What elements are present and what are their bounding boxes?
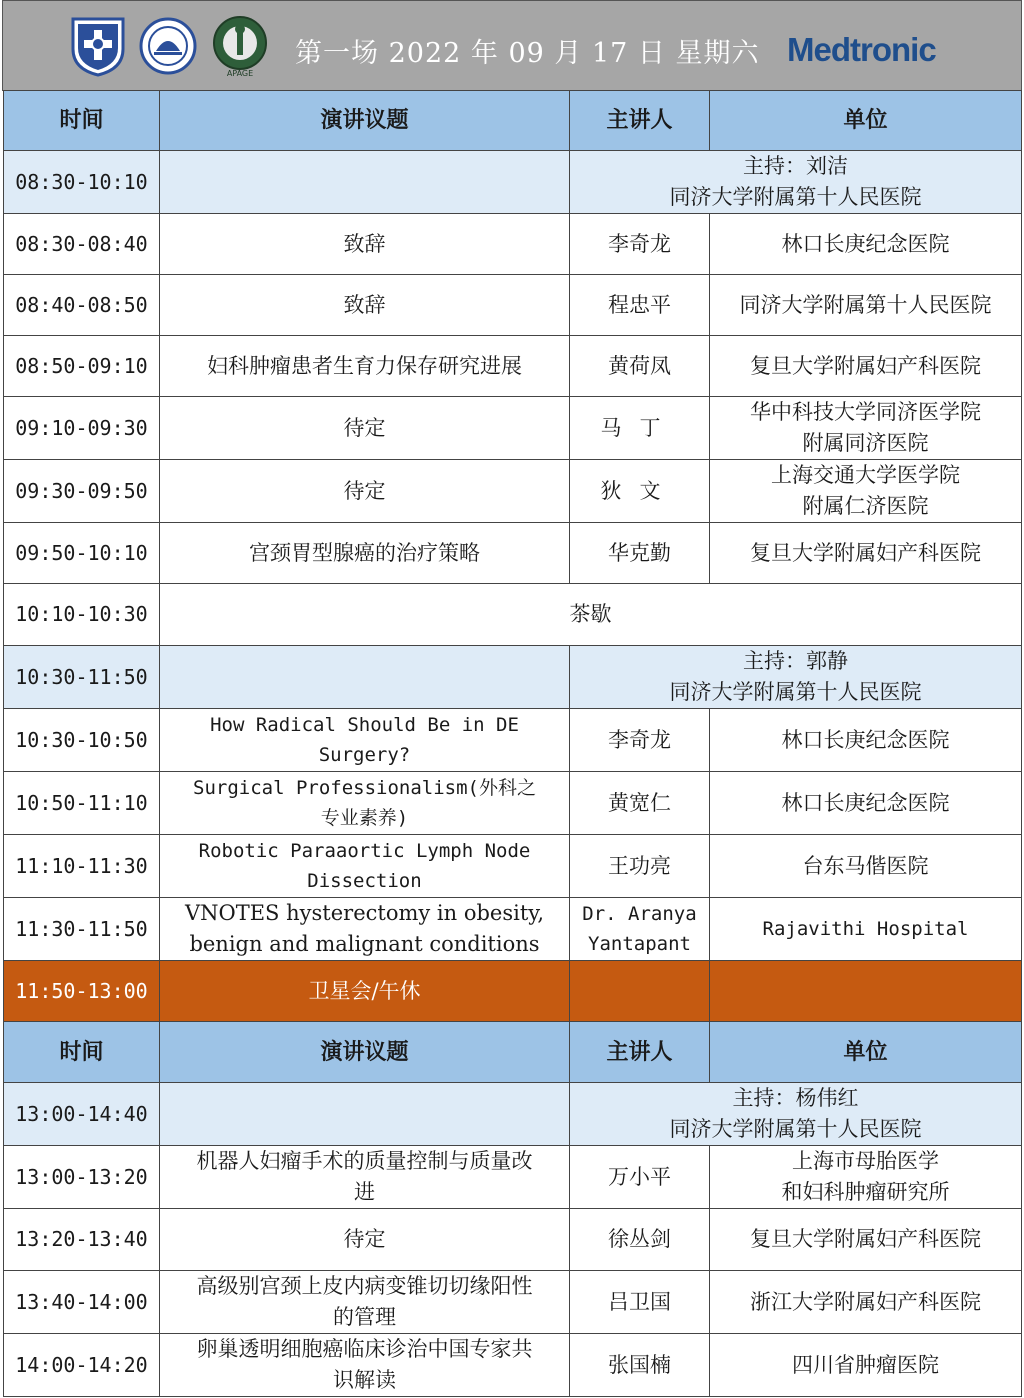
header-time: 时间 [4, 1022, 160, 1083]
table-row [4, 336, 1022, 397]
hospital-crest-logo [69, 15, 127, 77]
topic-line: How Radical Should Be in DE [210, 714, 519, 736]
session-host [570, 1083, 1022, 1146]
host-name: 主持：刘洁 [743, 154, 848, 178]
row-topic: 待定 [160, 397, 570, 460]
session-blank [160, 1083, 570, 1146]
host-name: 主持：郭静 [743, 649, 848, 673]
table-row [4, 214, 1022, 275]
row-unit [710, 1146, 1022, 1209]
table-row [4, 709, 1022, 772]
row-unit [710, 397, 1022, 460]
row-unit: 台东马偕医院 [710, 835, 1022, 898]
row-topic [160, 1146, 570, 1209]
row-speaker: 张国楠 [570, 1334, 710, 1397]
row-topic: 致辞 [160, 214, 570, 275]
row-speaker: 黄荷凤 [570, 336, 710, 397]
row-time: 08:40-08:50 [4, 275, 160, 336]
row-speaker: 万小平 [570, 1146, 710, 1209]
apage-society-logo [211, 15, 269, 77]
row-topic [160, 898, 570, 961]
row-time: 11:30-11:50 [4, 898, 160, 961]
row-speaker [570, 898, 710, 961]
row-topic: 致辞 [160, 275, 570, 336]
row-speaker: 徐丛剑 [570, 1209, 710, 1271]
row-unit: 四川省肿瘤医院 [710, 1334, 1022, 1397]
unit-line: 上海市母胎医学 [792, 1149, 939, 1173]
row-unit: 同济大学附属第十人民医院 [710, 275, 1022, 336]
row-unit: 林口长庚纪念医院 [710, 709, 1022, 772]
row-topic: 待定 [160, 1209, 570, 1271]
row-unit: 复旦大学附属妇产科医院 [710, 1209, 1022, 1271]
row-unit [710, 460, 1022, 523]
row-topic [160, 709, 570, 772]
row-topic: 宫颈胃型腺癌的治疗策略 [160, 523, 570, 584]
session-row [4, 646, 1022, 709]
unit-line: 附属同济医院 [802, 431, 929, 455]
unit-line: 华中科技大学同济医学院 [750, 400, 981, 424]
speaker-line: Yantapant [588, 933, 691, 955]
session-host [570, 151, 1022, 214]
row-unit: 林口长庚纪念医院 [710, 772, 1022, 835]
row-time: 11:10-11:30 [4, 835, 160, 898]
speaker-line: Dr. Aranya [582, 903, 697, 925]
row-topic [160, 1334, 570, 1397]
table-row [4, 397, 1022, 460]
table-row [4, 898, 1022, 961]
topic-line: VNOTES hysterectomy in obesity, [184, 901, 545, 925]
header-unit: 单位 [710, 1022, 1022, 1083]
row-time: 13:00-13:20 [4, 1146, 160, 1209]
host-unit: 同济大学附属第十人民医院 [669, 185, 922, 209]
topic-line: 进 [354, 1180, 375, 1204]
row-topic [160, 835, 570, 898]
host-name: 主持：杨伟红 [732, 1086, 859, 1110]
session-time: 08:30-10:10 [4, 151, 160, 214]
lunch-time: 11:50-13:00 [4, 961, 160, 1022]
row-time: 13:20-13:40 [4, 1209, 160, 1271]
session-blank [160, 151, 570, 214]
table-header-row [4, 91, 1022, 151]
row-speaker: 马丁 [570, 397, 710, 460]
row-speaker: 华克勤 [570, 523, 710, 584]
lunch-blank [710, 961, 1022, 1022]
header-topic: 演讲议题 [160, 91, 570, 151]
header-speaker: 主讲人 [570, 91, 710, 151]
topic-line: 卵巢透明细胞癌临床诊治中国专家共 [196, 1337, 533, 1361]
event-date-title: 第一场 2022 年 09 月 17 日 星期六 [295, 38, 760, 69]
host-unit: 同济大学附属第十人民医院 [669, 1117, 922, 1141]
row-time: 09:30-09:50 [4, 460, 160, 523]
table-row [4, 1209, 1022, 1271]
row-speaker: 王功亮 [570, 835, 710, 898]
row-unit: Rajavithi Hospital [710, 898, 1022, 961]
header-speaker: 主讲人 [570, 1022, 710, 1083]
session-time: 10:30-11:50 [4, 646, 160, 709]
row-topic: 妇科肿瘤患者生育力保存研究进展 [160, 336, 570, 397]
row-time: 08:30-08:40 [4, 214, 160, 275]
unit-line: 上海交通大学医学院 [771, 463, 960, 487]
header-time: 时间 [4, 91, 160, 151]
apage-caption: APAGE [226, 69, 254, 77]
table-row [4, 772, 1022, 835]
lunch-row [4, 961, 1022, 1022]
break-label: 茶歇 [160, 584, 1022, 646]
row-time: 10:30-10:50 [4, 709, 160, 772]
row-time: 09:50-10:10 [4, 523, 160, 584]
topic-line: 的管理 [333, 1305, 396, 1329]
session-host [570, 646, 1022, 709]
session-time: 13:00-14:40 [4, 1083, 160, 1146]
table-row [4, 1334, 1022, 1397]
table-row [4, 1271, 1022, 1334]
row-time: 13:40-14:00 [4, 1271, 160, 1334]
topic-line: Surgical Professionalism(外科之 [193, 777, 536, 799]
header-topic: 演讲议题 [160, 1022, 570, 1083]
row-speaker: 黄宽仁 [570, 772, 710, 835]
row-topic: 待定 [160, 460, 570, 523]
row-unit: 浙江大学附属妇产科医院 [710, 1271, 1022, 1334]
lunch-label: 卫星会/午休 [160, 961, 570, 1022]
topic-line: 机器人妇瘤手术的质量控制与质量改 [196, 1149, 533, 1173]
row-topic [160, 772, 570, 835]
row-speaker: 程忠平 [570, 275, 710, 336]
unit-line: 附属仁济医院 [802, 494, 929, 518]
topic-line: Surgery? [318, 744, 411, 766]
row-speaker: 李奇龙 [570, 709, 710, 772]
row-time: 10:50-11:10 [4, 772, 160, 835]
table-row [4, 1146, 1022, 1209]
table-row [4, 275, 1022, 336]
lunch-blank [570, 961, 710, 1022]
row-time: 09:10-09:30 [4, 397, 160, 460]
header-unit: 单位 [710, 91, 1022, 151]
row-speaker: 吕卫国 [570, 1271, 710, 1334]
break-time: 10:10-10:30 [4, 584, 160, 646]
topic-line: benign and malignant conditions [189, 932, 540, 956]
row-unit: 林口长庚纪念医院 [710, 214, 1022, 275]
row-time: 14:00-14:20 [4, 1334, 160, 1397]
table-row [4, 835, 1022, 898]
break-row [4, 584, 1022, 646]
session-row [4, 1083, 1022, 1146]
topic-line: Robotic Paraaortic Lymph Node [198, 840, 531, 862]
medtronic-logo: Medtronic [787, 31, 936, 68]
row-speaker: 李奇龙 [570, 214, 710, 275]
table-row [4, 523, 1022, 584]
topic-line: 识解读 [333, 1368, 396, 1392]
row-unit: 复旦大学附属妇产科医院 [710, 336, 1022, 397]
row-topic [160, 1271, 570, 1334]
session-blank [160, 646, 570, 709]
header-banner [2, 0, 1022, 91]
row-unit: 复旦大学附属妇产科医院 [710, 523, 1022, 584]
table-header-row [4, 1022, 1022, 1083]
row-speaker: 狄文 [570, 460, 710, 523]
host-unit: 同济大学附属第十人民医院 [669, 680, 922, 704]
topic-line: 专业素养) [320, 807, 409, 829]
topic-line: 高级别宫颈上皮内病变锥切切缘阳性 [196, 1274, 533, 1298]
unit-line: 和妇科肿瘤研究所 [781, 1180, 950, 1204]
topic-line: Dissection [307, 870, 422, 892]
agenda-table [3, 90, 1022, 1397]
university-seal-logo [139, 15, 197, 77]
row-time: 08:50-09:10 [4, 336, 160, 397]
session-row [4, 151, 1022, 214]
table-row [4, 460, 1022, 523]
